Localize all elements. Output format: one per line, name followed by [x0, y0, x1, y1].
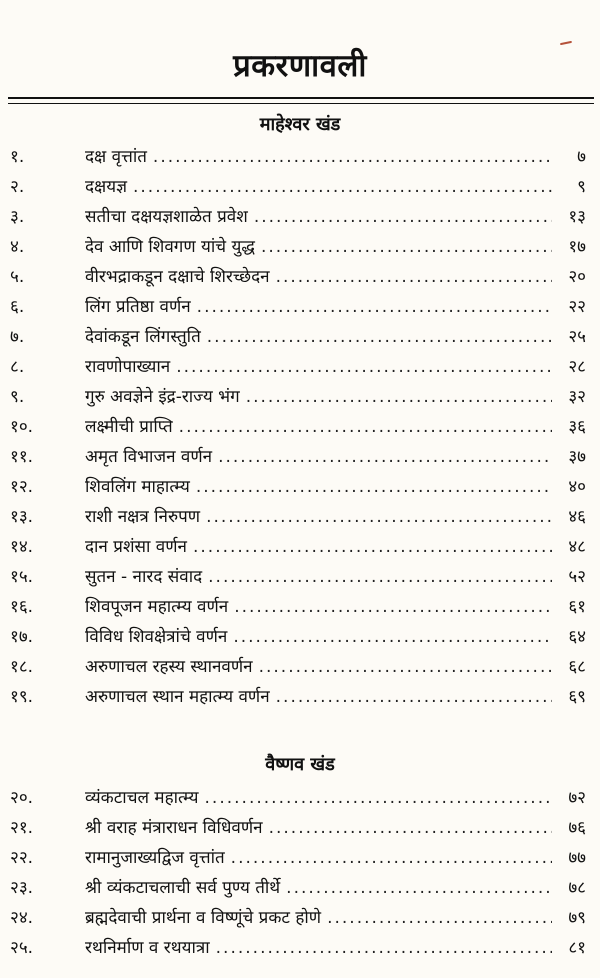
dot-leader	[197, 293, 552, 322]
entry-page: ४०	[568, 477, 586, 497]
dot-leader	[276, 683, 552, 712]
entry-number: २१.	[10, 818, 34, 838]
entry-number: ११.	[10, 447, 34, 467]
toc-entry	[0, 413, 600, 442]
toc-entry	[0, 784, 600, 813]
entry-number: १२.	[10, 477, 34, 497]
entry-number: ९.	[10, 387, 25, 407]
entry-title: व्यंकटाचल महात्म्य	[85, 788, 199, 808]
dot-leader	[218, 443, 552, 472]
entry-number: १७.	[10, 627, 34, 647]
entry-number: १३.	[10, 507, 34, 527]
toc-entry	[0, 874, 600, 903]
dot-leader	[246, 383, 552, 412]
entry-title: श्री व्यंकटाचलाची सर्व पुण्य तीर्थे	[85, 878, 281, 898]
toc-entry	[0, 844, 600, 873]
entry-number: ५.	[10, 267, 25, 287]
title-rule-thin	[8, 103, 594, 104]
entry-page: ७७	[568, 848, 586, 868]
section-heading-vaishnav: वैष्णव खंड	[265, 754, 335, 775]
dot-leader	[216, 934, 552, 963]
dot-leader	[269, 814, 552, 843]
entry-number: ८.	[10, 357, 25, 377]
dot-leader	[179, 413, 552, 442]
entry-title: अरुणाचल रहस्य स्थानवर्णन	[85, 657, 253, 677]
toc-entry	[0, 473, 600, 502]
page-title: प्रकरणावली	[233, 48, 367, 84]
entry-title: शिवपूजन महात्म्य वर्णन	[85, 597, 229, 617]
entry-page: २५	[568, 327, 586, 347]
toc-entry	[0, 593, 600, 622]
entry-page: ४८	[568, 537, 586, 557]
entry-title: सुतन - नारद संवाद	[85, 567, 203, 587]
entry-number: ६.	[10, 297, 25, 317]
dot-leader	[208, 563, 552, 592]
entry-title: दान प्रशंसा वर्णन	[85, 537, 187, 557]
entry-title: शिवलिंग माहात्म्य	[85, 477, 190, 497]
entry-number: २०.	[10, 788, 34, 808]
dot-leader	[207, 323, 552, 352]
entry-number: ७.	[10, 327, 25, 347]
entry-number: १४.	[10, 537, 34, 557]
entry-page: १७	[568, 237, 586, 257]
toc-entry	[0, 814, 600, 843]
entry-page: ८१	[568, 938, 586, 958]
entry-title: लक्ष्मीची प्राप्ति	[85, 417, 173, 437]
entry-title: रथनिर्माण व रथयात्रा	[85, 938, 210, 958]
entry-title: सतीचा दक्षयज्ञशाळेत प्रवेश	[85, 207, 248, 227]
entry-page: ९	[577, 177, 586, 197]
entry-title: दक्षयज्ञ	[85, 177, 127, 197]
toc-entry	[0, 683, 600, 712]
toc-entry	[0, 904, 600, 933]
toc-entry	[0, 323, 600, 352]
dot-leader	[205, 784, 552, 813]
entry-title: वीरभद्राकडून दक्षाचे शिरच्छेदन	[85, 267, 270, 287]
entry-number: १५.	[10, 567, 34, 587]
entry-page: ३६	[568, 417, 586, 437]
entry-title: देव आणि शिवगण यांचे युद्ध	[85, 237, 255, 257]
entry-page: ३७	[568, 447, 586, 467]
toc-entry	[0, 173, 600, 202]
dot-leader	[261, 233, 552, 262]
toc-entry	[0, 934, 600, 963]
entry-number: २५.	[10, 938, 34, 958]
entry-title: देवांकडून लिंगस्तुति	[85, 327, 201, 347]
entry-title: श्री वराह मंत्राराधन विधिवर्णन	[85, 818, 263, 838]
toc-entry	[0, 623, 600, 652]
dot-leader	[206, 503, 552, 532]
entry-page: २०	[568, 267, 586, 287]
dot-leader	[234, 593, 552, 622]
entry-title: ब्रह्मदेवाची प्रार्थना व विष्णूंचे प्रकट होणे	[85, 908, 322, 928]
dot-leader	[233, 623, 552, 652]
toc-entry	[0, 233, 600, 262]
entry-title: लिंग प्रतिष्ठा वर्णन	[85, 297, 191, 317]
entry-title: राशी नक्षत्र निरुपण	[85, 507, 201, 527]
toc-entry	[0, 143, 600, 172]
entry-page: ७९	[568, 908, 586, 928]
entry-page: ७६	[568, 818, 586, 838]
entry-page: ६१	[568, 597, 586, 617]
toc-entry	[0, 653, 600, 682]
entry-page: २२	[568, 297, 586, 317]
entry-number: १९.	[10, 687, 34, 707]
toc-entry	[0, 353, 600, 382]
dot-leader	[327, 904, 552, 933]
toc-entry	[0, 383, 600, 412]
entry-page: ७	[577, 147, 586, 167]
dot-leader	[254, 203, 552, 232]
entry-page: ६४	[568, 627, 586, 647]
dot-leader	[196, 473, 552, 502]
entry-number: १८.	[10, 657, 34, 677]
dot-leader	[193, 533, 552, 562]
entry-number: १६.	[10, 597, 34, 617]
entry-number: २.	[10, 177, 25, 197]
toc-entry	[0, 293, 600, 322]
dot-leader	[133, 173, 552, 202]
entry-number: १.	[10, 147, 25, 167]
section-heading-maheshwar: माहेश्वर खंड	[259, 114, 341, 135]
entry-page: ६९	[568, 687, 586, 707]
entry-title: गुरु अवज्ञेने इंद्र-राज्य भंग	[85, 387, 240, 407]
toc-entry	[0, 503, 600, 532]
toc-entry	[0, 203, 600, 232]
dot-leader	[276, 263, 552, 292]
entry-title: विविध शिवक्षेत्रांचे वर्णन	[85, 627, 228, 647]
entry-number: २४.	[10, 908, 34, 928]
entry-page: २८	[568, 357, 586, 377]
entry-number: २३.	[10, 878, 34, 898]
dot-leader	[286, 874, 552, 903]
entry-number: ३.	[10, 207, 25, 227]
entry-title: रावणोपाख्यान	[85, 357, 171, 377]
entry-page: ४६	[568, 507, 586, 527]
entry-page: ७२	[568, 788, 586, 808]
entry-page: ३२	[568, 387, 586, 407]
toc-entry	[0, 263, 600, 292]
toc-entry	[0, 443, 600, 472]
entry-title: अरुणाचल स्थान महात्म्य वर्णन	[85, 687, 270, 707]
entry-number: २२.	[10, 848, 34, 868]
entry-number: १०.	[10, 417, 34, 437]
entry-title: रामानुजाख्यद्विज वृत्तांत	[85, 848, 225, 868]
entry-page: ५२	[568, 567, 586, 587]
entry-page: १३	[568, 207, 586, 227]
entry-number: ४.	[10, 237, 25, 257]
entry-page: ६८	[568, 657, 586, 677]
entry-title: दक्ष वृत्तांत	[85, 147, 147, 167]
toc-entry	[0, 533, 600, 562]
toc-entry	[0, 563, 600, 592]
dot-leader	[176, 353, 552, 382]
dot-leader	[153, 143, 552, 172]
entry-title: अमृत विभाजन वर्णन	[85, 447, 213, 467]
entry-page: ७८	[568, 878, 586, 898]
dot-leader	[231, 844, 552, 873]
dot-leader	[259, 653, 552, 682]
title-rule-thick	[8, 97, 594, 99]
